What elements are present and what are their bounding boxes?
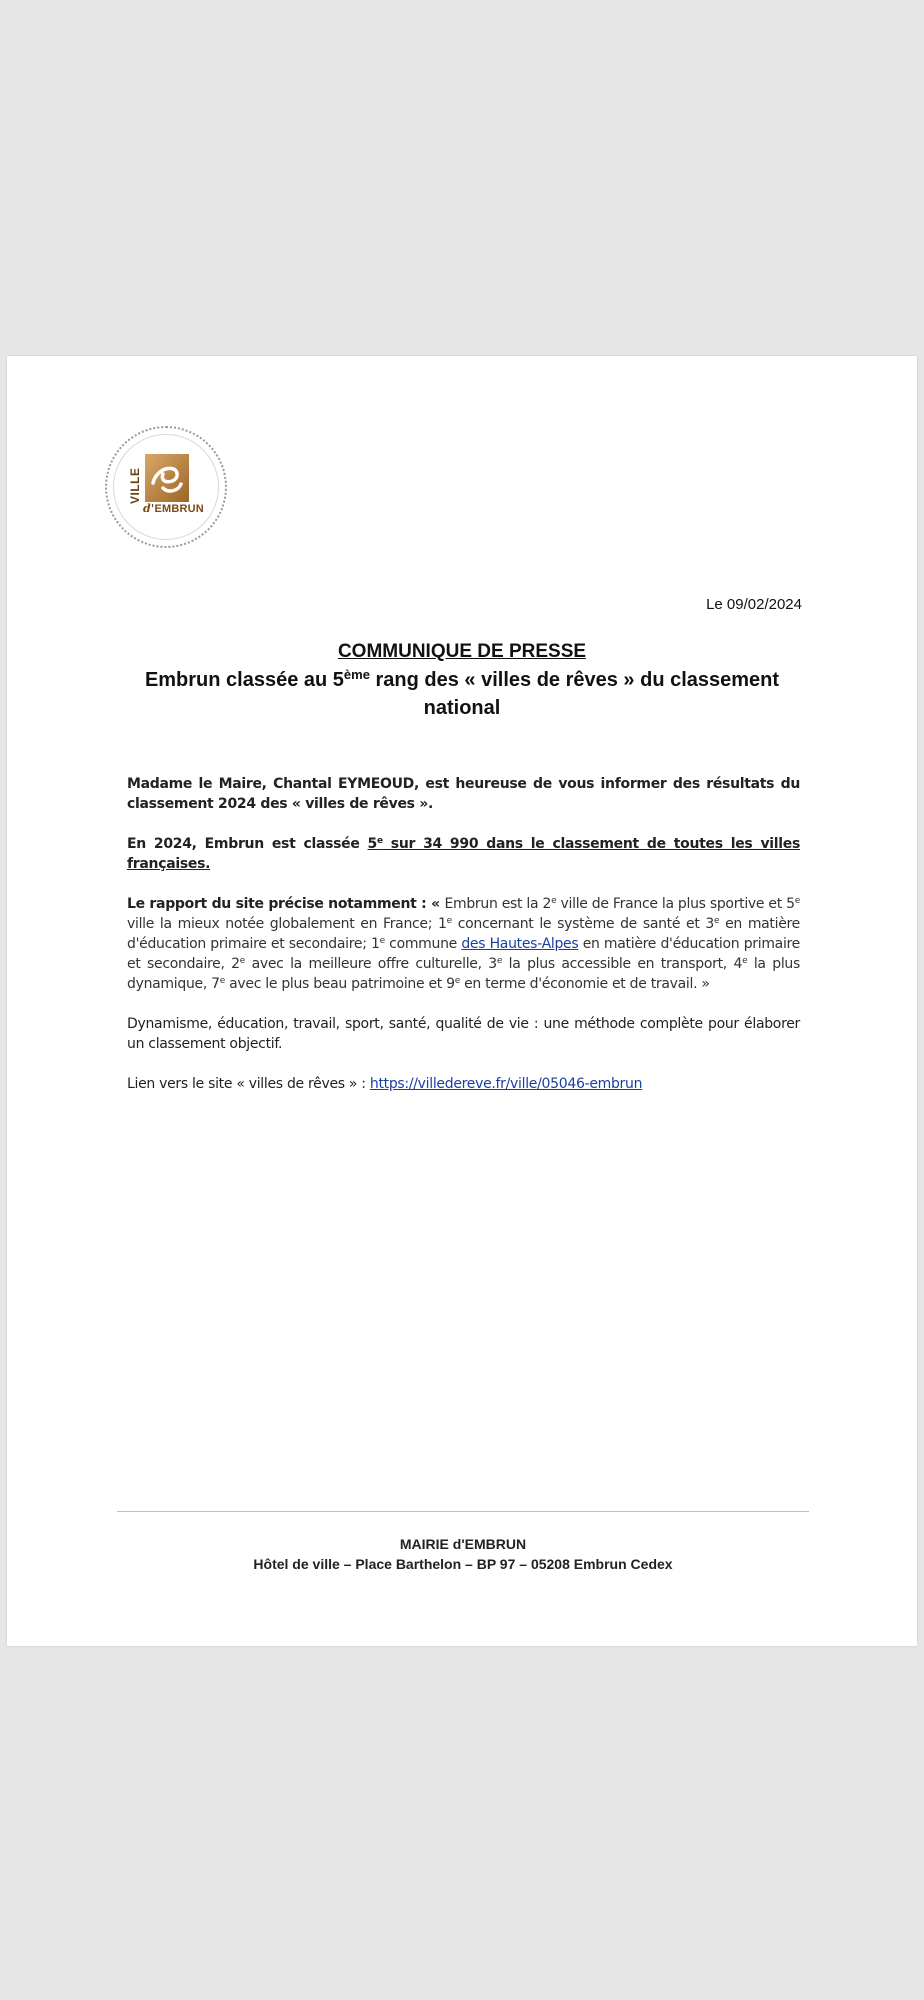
- ville-embrun-logo: [105, 426, 227, 548]
- rapport-s9: la plus accessible en transport, 4: [502, 956, 743, 972]
- title-block: [117, 640, 807, 722]
- ranking-lead: En 2024, Embrun est classée: [127, 836, 368, 852]
- ranking-rest: sur 34 990 dans le classement de toutes les villes françaises.: [127, 836, 800, 872]
- page-subtitle: [117, 666, 807, 722]
- ranking-rank: 5: [367, 836, 377, 852]
- footer-line2: Hôtel de ville – Place Barthelon – BP 97 – 05208 Embrun Cedex: [253, 1556, 673, 1572]
- page-title: COMMUNIQUE DE PRESSE: [337, 641, 587, 662]
- rapport-s12: en terme d'économie et de travail. »: [459, 976, 710, 992]
- page-footer: [117, 1534, 809, 1574]
- paragraph-methode: Dynamisme, éducation, travail, sport, santé, qualité de vie : une méthode complète pour élaborer un classement objectif.: [127, 1016, 800, 1052]
- rapport-sup: e: [794, 896, 800, 906]
- logo-embrun-word: EMBRUN: [154, 503, 204, 515]
- rapport-sup: e: [446, 916, 452, 926]
- rapport-sup: e: [219, 976, 225, 986]
- body-text: [127, 774, 800, 1114]
- rapport-open-quote: «: [431, 896, 445, 912]
- rapport-s5: en matière d'éducation primaire et secondaire; 1: [127, 916, 800, 952]
- subtitle-sup: ème: [343, 667, 370, 682]
- rapport-s7: en matière d'éducation primaire et secondaire, 2: [127, 936, 800, 972]
- document-date: Le 09/02/2024: [706, 596, 802, 613]
- rapport-sup: e: [742, 956, 748, 966]
- paragraph-lien: [127, 1074, 800, 1094]
- rapport-s6: commune: [384, 936, 462, 952]
- logo-ville-text: VILLE: [128, 467, 142, 504]
- paragraph-rapport: [127, 894, 800, 994]
- logo-square-shape: [145, 454, 189, 502]
- rapport-sup: e: [454, 976, 460, 986]
- rapport-sup: e: [713, 916, 720, 926]
- footer-divider: [117, 1511, 809, 1512]
- rapport-s10: la plus dynamique, 7: [127, 956, 800, 992]
- villedereve-link[interactable]: https://villedereve.fr/ville/05046-embrun: [369, 1076, 643, 1092]
- rapport-sup: e: [496, 956, 503, 966]
- logo-d-prefix: d': [143, 502, 155, 515]
- rapport-sup: e: [239, 956, 246, 966]
- footer-line1: MAIRIE d'EMBRUN: [399, 1536, 527, 1552]
- rapport-sup: e: [551, 896, 557, 906]
- logo-emblem-icon: [107, 428, 225, 546]
- rapport-s2: ville de France la plus sportive et 5: [556, 896, 795, 912]
- paragraph-intro: Madame le Maire, Chantal EYMEOUD, est heureuse de vous informer des résultats du classement 2024 des « villes de rêves ».: [127, 776, 800, 812]
- subtitle-part2: rang des « villes de rêves » du classement national: [369, 669, 780, 719]
- logo-embrun-text: [143, 502, 204, 515]
- rapport-s4: concernant le système de santé et 3: [451, 916, 714, 932]
- rapport-s1: Embrun est la 2: [444, 896, 552, 912]
- rapport-s8: avec la meilleure offre culturelle, 3: [245, 956, 497, 972]
- hautes-alpes-link[interactable]: des Hautes-Alpes: [461, 936, 579, 952]
- lien-lead: Lien vers le site « villes de rêves » :: [127, 1076, 370, 1092]
- ranking-rank-sup: e: [377, 836, 383, 846]
- rapport-s11: avec le plus beau patrimoine et 9: [224, 976, 455, 992]
- subtitle-part1: Embrun classée au 5: [144, 669, 344, 691]
- rapport-s3: ville la mieux notée globalement en France; 1: [127, 916, 447, 932]
- rapport-sup: e: [379, 936, 385, 946]
- document-page: [7, 356, 917, 1646]
- paragraph-ranking: [127, 834, 800, 874]
- rapport-lead: Le rapport du site précise notamment :: [127, 896, 432, 912]
